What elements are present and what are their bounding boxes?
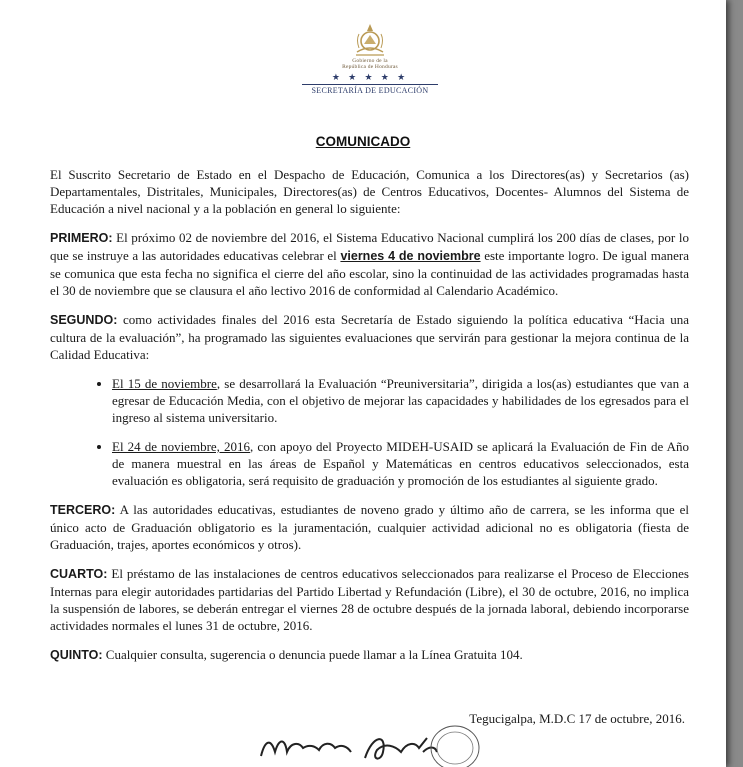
header-rule xyxy=(302,84,438,85)
department-name: SECRETARÍA DE EDUCACIÓN xyxy=(311,86,429,95)
tercero-label: TERCERO: xyxy=(50,503,116,517)
quinto-label: QUINTO: xyxy=(50,648,103,662)
evaluation-list xyxy=(50,375,689,489)
evaluation-date-2: El 24 de noviembre, 2016 xyxy=(112,439,250,454)
document-body xyxy=(50,166,689,676)
quinto-paragraph xyxy=(50,646,689,664)
segundo-label: SEGUNDO: xyxy=(50,313,118,327)
cuarto-label: CUARTO: xyxy=(50,567,108,581)
quinto-text: Cualquier consulta, sugerencia o denuncia puede llamar a la Línea Gratuita 104. xyxy=(102,647,523,662)
primero-text-a: El próximo 02 de noviembre del 2016, el Sistema Educativo Nacional cumplirá los 200 días de clases, por lo que se instruye a las autoridades educativas celebrar el xyxy=(50,230,689,263)
primero-text-b: este importante logro. De igual manera se comunica que esta fecha no significa el cierre del año escolar, sino la continuidad de las actividades programadas hasta el 30 de noviembre que se clausura el año lectivo 2016 de conformidad al Calendario Académico. xyxy=(50,248,690,298)
cuarto-paragraph xyxy=(50,565,689,634)
stars-row: ★ ★ ★ ★ ★ xyxy=(331,72,409,82)
government-line-1: Gobierno de la xyxy=(352,58,388,64)
honduras-coat-of-arms-icon xyxy=(353,22,387,58)
government-line-2: República de Honduras xyxy=(342,64,398,70)
evaluation-date-1: El 15 de noviembre xyxy=(112,376,217,391)
document-title: COMUNICADO xyxy=(315,134,411,149)
intro-paragraph: El Suscrito Secretario de Estado en el Despacho de Educación, Comunica a los Directores(as) y Secretarios (as) Departamentales, Distritales, Municipales, Directores(as) de Centros Educativos, Docentes- Alumnos del Sistema de Educación a nivel nacional y a la población en general lo siguiente: xyxy=(50,167,689,216)
date-line: Tegucigalpa, M.D.C 17 de octubre, 2016. xyxy=(469,711,685,726)
primero-paragraph xyxy=(50,229,689,299)
list-item xyxy=(112,375,689,426)
list-item xyxy=(112,438,689,489)
segundo-paragraph xyxy=(50,311,689,363)
evaluation-text-1: , se desarrollará la Evaluación “Preuniversitaria”, dirigida a los(as) estudiantes que van a egresar de Educación Media, con el objetivo de mejorar las capacidades y habilidades de los egresados para el ingreso al sistema universitario. xyxy=(112,376,689,425)
cuarto-text: El préstamo de las instalaciones de centros educativos seleccionados para realizarse el Proceso de Elecciones Internas para elegir autoridades partidarias del Partido Libertad y Refundación (Libre), el 30 de octubre, 2016, no implica la suspensión de labores, se deberán entregar el viernes 28 de octubre después de la jornada laboral, debiendo incorporarse actividades normales el lunes 31 de octubre, 2016. xyxy=(50,566,689,633)
tercero-text: A las autoridades educativas, estudiantes de noveno grado y último año de carrera, se les informa que el único acto de Graduación obligatorio es la juramentación, cualquier actividad adicional no es obligatoria (fiesta de Graduación, trajes, aportes económicos y otros). xyxy=(50,502,689,552)
primero-label: PRIMERO: xyxy=(50,231,113,245)
primero-highlight: viernes 4 de noviembre xyxy=(340,249,481,263)
segundo-text: como actividades finales del 2016 esta Secretaría de Estado siguiendo la política educativa “Hacia una cultura de la evaluación”, ha programado las siguientes evaluaciones que servirán para gestionar la mejora continua de la Calidad Educativa: xyxy=(50,312,689,362)
evaluation-text-2: , con apoyo del Proyecto MIDEH-USAID se aplicará la Evaluación de Fin de Año de manera muestral en las áreas de Español y Matemáticas en centros educativos seleccionados, esta evaluación es obligatoria, será requisito de graduación y promoción de los estudiantes al siguiente grado. xyxy=(112,439,689,488)
handwritten-signature-icon xyxy=(255,712,485,767)
tercero-paragraph xyxy=(50,501,689,553)
letterhead xyxy=(300,22,440,112)
